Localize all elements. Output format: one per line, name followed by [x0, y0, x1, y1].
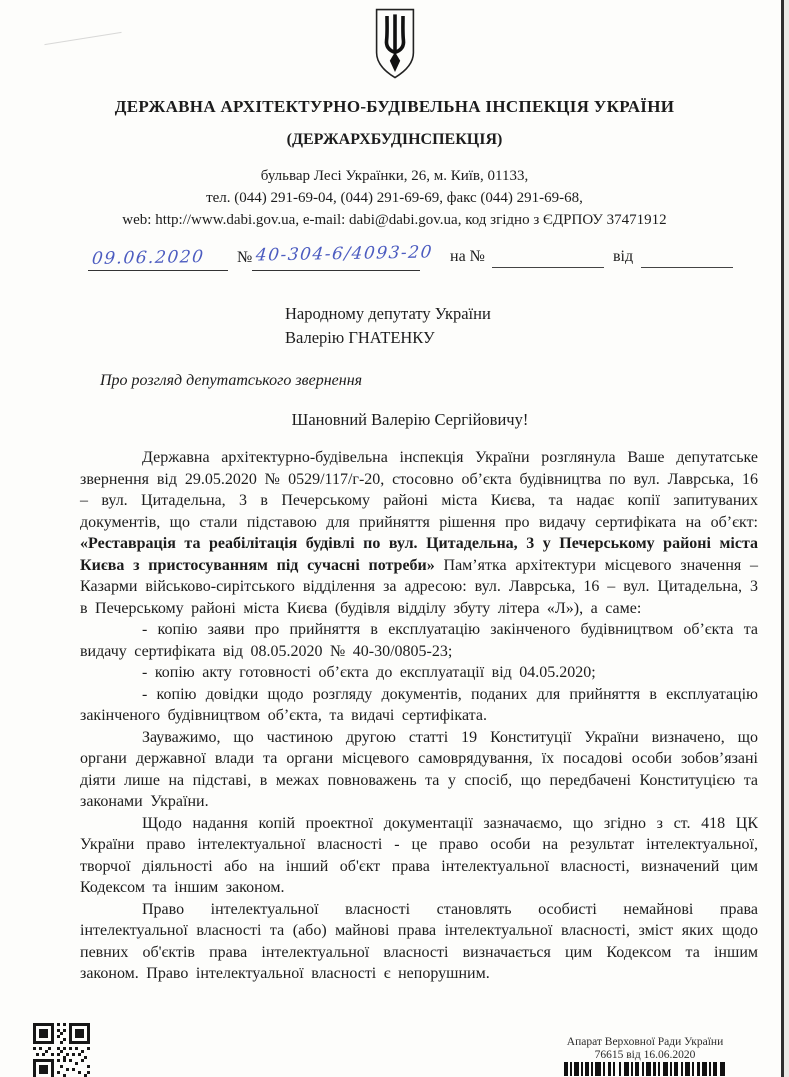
paragraph-2: Зауважимо, що частиною другою статті 19 Конституції України визначено, що органи державної влади та органи місцевого самоврядування, їх посадові особи зобов’язані діяти лише на підставі, в межах повноважень та у спосіб, що передбачені Конституцією та законами України. — [80, 728, 758, 810]
reply-date-blank — [641, 267, 733, 268]
recipient-title: Народному депутату України — [285, 304, 491, 323]
letter-body — [80, 447, 758, 985]
handwritten-outgoing-number: 40-304-6/4093-20 — [254, 242, 434, 266]
date-underline — [88, 270, 228, 271]
qr-code — [33, 1023, 90, 1077]
organization-address-block — [0, 165, 789, 231]
list-item: - копію довідки щодо розгляду документів, поданих для прийняття в експлуатацію закінченого будівництвом об’єкта, та видачі сертифіката. — [80, 685, 758, 724]
handwritten-date: 09.06.2020 — [91, 247, 206, 269]
list-item: - копію акту готовності об’єкта до експлуатації від 04.05.2020; — [142, 664, 596, 681]
stamp-office-name: Апарат Верховної Ради України — [566, 1036, 724, 1048]
paragraph-1-continuation: Пам’ятка архітектури місцевого значення – Казарми військово-сирітського відділення за адресою: вул. Лаврська, 16 – вул. Цитадельна, 3 в Печерському районі міста Києва (будівля відділу збуту літера «Л»), а саме: — [80, 556, 758, 617]
salutation: Шановний Валерію Сергійовичу! — [291, 410, 529, 429]
barcode — [564, 1063, 726, 1077]
address-line: web: http://www.dabi.gov.ua, e-mail: dabi@dabi.gov.ua, код згідно з ЄДРПОУ 37471912 — [122, 212, 667, 228]
stamp-registration-number: 76615 від 16.06.2020 — [594, 1049, 696, 1061]
paragraph-1-text: Державна архітектурно-будівельна інспекція України розглянула Ваше депутатське звернення від 29.05.2020 № 0529/117/г-20, стосовно об’єкта будівництва по вул. Лаврська, 16 – вул. Цитадельна, 3 в Печерському районі міста Києва, та надає копії запитуваних документів, що стали підставою для прийняття рішення про видачу сертифіката на об’єкт: — [80, 449, 758, 531]
address-line: тел. (044) 291-69-04, (044) 291-69-69, факс (044) 291-69-68, — [206, 190, 583, 206]
organization-short-name: (ДЕРЖАРХБУДІНСПЕКЦІЯ) — [286, 131, 503, 148]
number-underline — [252, 270, 420, 271]
list-item: - копію заяви про прийняття в експлуатацію закінченого будівництвом об’єкта та видачу сертифіката від 08.05.2020 № 40-30/0805-23; — [80, 621, 758, 660]
reference-row — [0, 240, 789, 280]
recipient-name: Валерію ГНАТЕНКУ — [285, 328, 435, 347]
subject-line: Про розгляд депутатського звернення — [100, 372, 363, 389]
paragraph-4: Право інтелектуальної власності становлять особисті немайнові права інтелектуальної власності та (або) майнові права інтелектуальної власності, зміст яких щодо певних об'єктів права інтелектуальної власності визначається цим Кодексом та іншим законом. Право інтелектуальної власності є непорушним. — [80, 900, 758, 982]
reply-to-number-label: на № — [450, 248, 485, 265]
letterhead — [0, 8, 789, 231]
organization-name: ДЕРЖАВНА АРХІТЕКТУРНО-БУДІВЕЛЬНА ІНСПЕКЦІЯ УКРАЇНИ — [114, 97, 675, 116]
number-sign: № — [237, 249, 253, 266]
registration-stamp — [515, 1036, 775, 1077]
paragraph-3: Щодо надання копій проектної документації зазначаємо, що згідно з ст. 418 ЦК України право інтелектуальної власності - це право особи на результат інтелектуальної, творчої діяльності або на інший об'єкт права інтелектуальної власності, визначений цим Кодексом та іншим законом. — [80, 814, 758, 896]
paragraph-1 — [80, 447, 758, 619]
quoted-object-name: «Реставрація та реабілітація будівлі по вул. Цитадельна, 3 у Печерському районі міста Києва з пристосуванням під сучасні потреби» — [80, 535, 758, 574]
reply-date-label: від — [613, 248, 634, 265]
reply-number-blank — [492, 267, 604, 268]
trident-emblem-icon — [371, 8, 419, 85]
address-line: бульвар Лесі Українки, 26, м. Київ, 01133, — [260, 168, 529, 184]
recipient-block — [285, 302, 491, 350]
